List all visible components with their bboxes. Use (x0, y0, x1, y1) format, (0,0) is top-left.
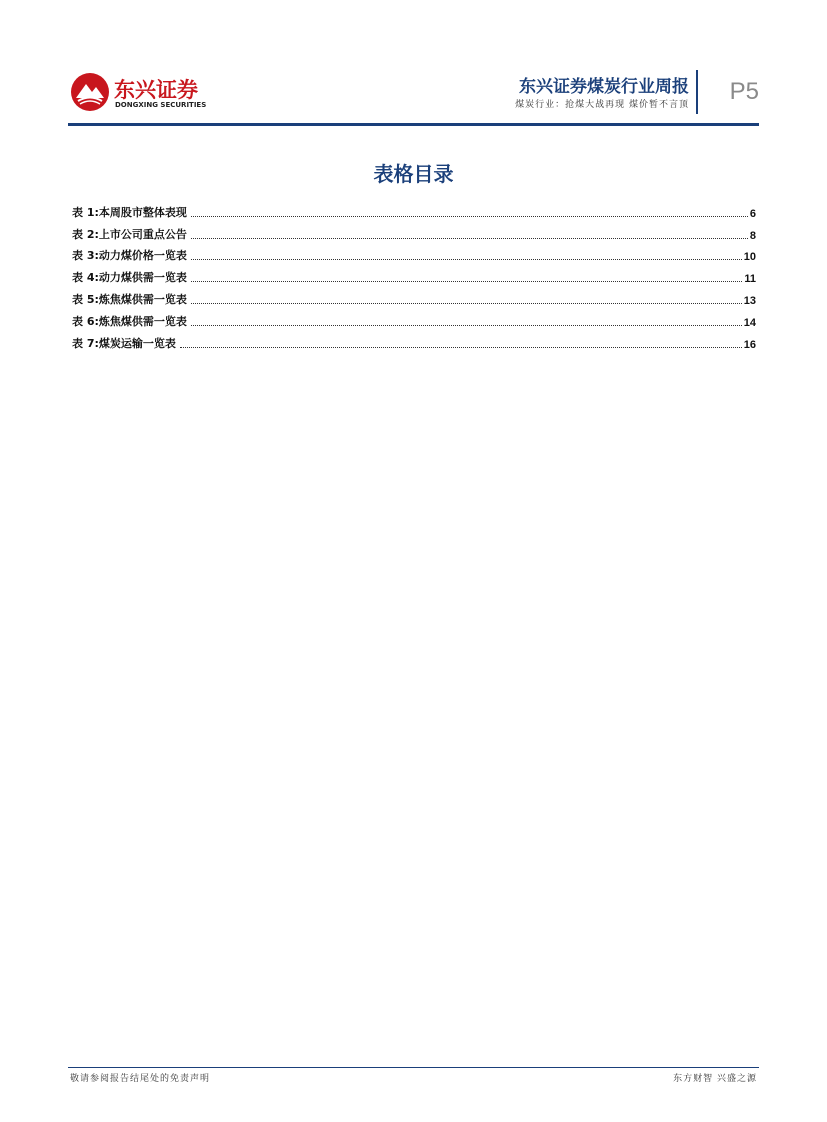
logo-chinese-name: 东兴证券 (114, 78, 198, 102)
toc-entry[interactable] (72, 263, 756, 285)
dongxing-logo-icon (70, 72, 110, 112)
toc-entry-page: 16 (743, 338, 756, 351)
toc-leader-dots (191, 324, 742, 326)
toc-entry-page: 14 (743, 316, 756, 329)
footer-slogan: 东方财智 兴盛之源 (673, 1074, 757, 1084)
toc-entry-label: 表 3:动力煤价格一览表 (72, 249, 187, 263)
toc-entry-page: 6 (749, 207, 756, 220)
header-divider (696, 70, 698, 114)
report-title: 东兴证券煤炭行业周报 (519, 77, 689, 97)
toc-entry-page: 11 (744, 273, 756, 286)
toc-entry[interactable] (72, 198, 756, 220)
toc-entry-label: 表 2:上市公司重点公告 (72, 227, 187, 241)
toc-entry[interactable] (72, 307, 756, 329)
logo-english-name: DONGXING SECURITIES (115, 101, 207, 109)
toc-entry-label: 表 6:炼焦煤供需一览表 (72, 314, 187, 328)
toc-entry-label: 表 7:煤炭运输一览表 (72, 336, 176, 350)
table-of-tables (72, 198, 756, 351)
company-logo (68, 72, 208, 112)
report-subtitle: 煤炭行业：抢煤大战再现 煤价暂不言顶 (515, 100, 689, 110)
footer-rule (68, 1067, 759, 1068)
toc-entry[interactable] (72, 285, 756, 307)
toc-leader-dots (191, 215, 748, 217)
toc-entry[interactable] (72, 329, 756, 351)
toc-leader-dots (191, 302, 742, 304)
toc-entry-label: 表 4:动力煤供需一览表 (72, 271, 187, 285)
disclaimer-note: 敬请参阅报告结尾处的免责声明 (70, 1074, 211, 1084)
header-rule (68, 123, 759, 126)
page-number: P5 (729, 78, 759, 105)
toc-entry[interactable] (72, 220, 756, 242)
toc-entry-page: 10 (743, 251, 756, 264)
toc-entry-label: 表 1:本周股市整体表现 (72, 205, 187, 219)
toc-leader-dots (191, 258, 742, 260)
toc-entry-page: 13 (743, 294, 756, 307)
toc-leader-dots (191, 280, 742, 282)
toc-entry-label: 表 5:炼焦煤供需一览表 (72, 292, 187, 306)
toc-title: 表格目录 (373, 162, 454, 186)
page-header (68, 66, 759, 124)
toc-leader-dots (191, 237, 748, 239)
toc-leader-dots (180, 346, 742, 348)
toc-entry[interactable] (72, 242, 756, 264)
toc-entry-page: 8 (749, 229, 756, 242)
